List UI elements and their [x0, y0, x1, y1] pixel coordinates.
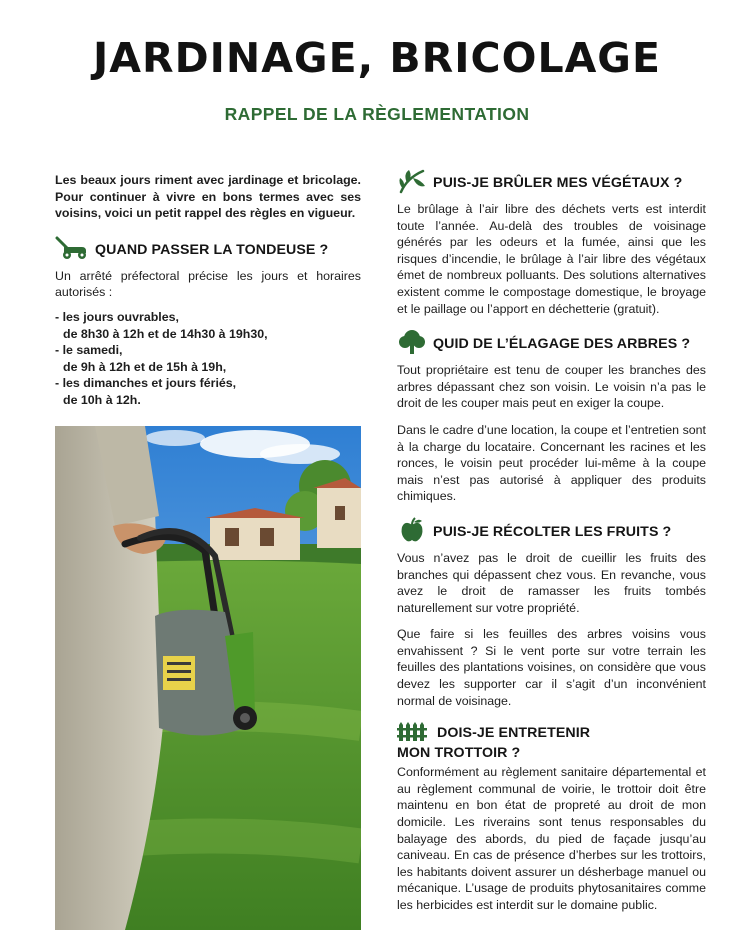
trees-heading-text: QUID DE L’ÉLAGAGE DES ARBRES ?	[433, 336, 691, 353]
mower-heading-text: QUAND PASSER LA TONDEUSE ?	[95, 241, 329, 258]
apple-icon	[397, 517, 427, 547]
schedule-list	[55, 309, 361, 409]
tree-icon	[397, 329, 427, 359]
right-column	[397, 168, 706, 914]
burn-section-heading	[397, 168, 706, 198]
mower-text: Un arrêté préfectoral précise les jours et horaires autorisés :	[55, 268, 361, 300]
schedule-line: de 9h à 12h et de 15h à 19h,	[63, 359, 227, 374]
fruits-text: Vous n’avez pas le droit de cueillir les fruits des branches qui dépassent chez vous. En revanche, vous avez le droit de ramasser les fruits tombés naturellement sur votre propriété.	[397, 550, 706, 615]
left-column	[55, 172, 361, 409]
fruits-section-heading	[397, 517, 706, 547]
sidewalk-text: Conformément au règlement sanitaire départemental et au règlement communal de voirie, le trottoir doit être maintenu en bon état de propreté au droit de mon domicile. Les riverains sont tenus responsables du balayage des abords, du pied de façade jusqu’au caniveau. En cas de présence d’herbes sur les trottoirs, les habitants doivent assurer un désherbage manuel ou mécanique. L’usage de produits phytosanitaires comme les herbicides est interdit sur le domaine public.	[397, 765, 706, 912]
fruits-heading-text: PUIS-JE RÉCOLTER LES FRUITS ?	[433, 523, 672, 540]
mower-section-heading	[55, 236, 361, 264]
trees-text: Dans le cadre d’une location, la coupe et l’entretien sont à la charge du locataire. Concernant les racines et les ronces, le voisin peut procéder lui-même à la coupe mais n’est pas autorisé à appliquer des produits chimiques.	[397, 422, 706, 504]
schedule-line: de 10h à 12h.	[63, 392, 141, 407]
page-title: JARDINAGE, BRICOLAGE	[93, 34, 661, 82]
trees-text: Tout propriétaire est tenu de couper les branches des arbres dépassant chez son voisin. Le voisin n’a pas le droit de les couper mais peut en exiger la coupe.	[397, 363, 706, 411]
trees-section-heading	[397, 329, 706, 359]
schedule-line: - le samedi,	[55, 343, 123, 358]
fruits-text: Que faire si les feuilles des arbres voisins vous envahissent ? Si le vent porte sur votre terrain les feuilles des plantations voisines, on considère que vous devez les supporter car il s’agit d’un inconvénient normal de voisinage.	[397, 627, 706, 708]
intro-paragraph: Les beaux jours riment avec jardinage et bricolage. Pour continuer à vivre en bons termes avec ses voisins, voici un petit rappel des règles en vigueur.	[55, 173, 361, 221]
lawn-mower-photo	[55, 426, 361, 930]
mower-icon	[55, 236, 89, 264]
burn-heading-text: PUIS-JE BRÛLER MES VÉGÉTAUX ?	[433, 175, 683, 191]
sidewalk-heading-text: MON TROTTOIR ?	[397, 745, 521, 762]
schedule-line: - les jours ouvrables,	[55, 309, 179, 324]
sidewalk-heading-text: DOIS-JE ENTRETENIR	[437, 725, 591, 742]
fence-icon	[397, 721, 431, 745]
schedule-line: - les dimanches et jours fériés,	[55, 376, 237, 391]
sidewalk-section-heading	[397, 721, 706, 761]
page-subtitle: RAPPEL DE LA RÈGLEMENTATION	[224, 104, 530, 124]
leaf-icon	[397, 168, 427, 198]
burn-text: Le brûlage à l’air libre des déchets verts est interdit toute l’année. Au-delà des troubles de voisinage générés par les odeurs et la fumée, ainsi que les risques d’incendie, le brûlage à l’air libre des végétaux émet de nombreux polluants. Des solutions alternatives existent comme le compostage domestique, le broyage et le paillage ou l’apport en déchetterie (gratuit).	[397, 202, 706, 316]
schedule-line: de 8h30 à 12h et de 14h30 à 19h30,	[63, 326, 268, 341]
